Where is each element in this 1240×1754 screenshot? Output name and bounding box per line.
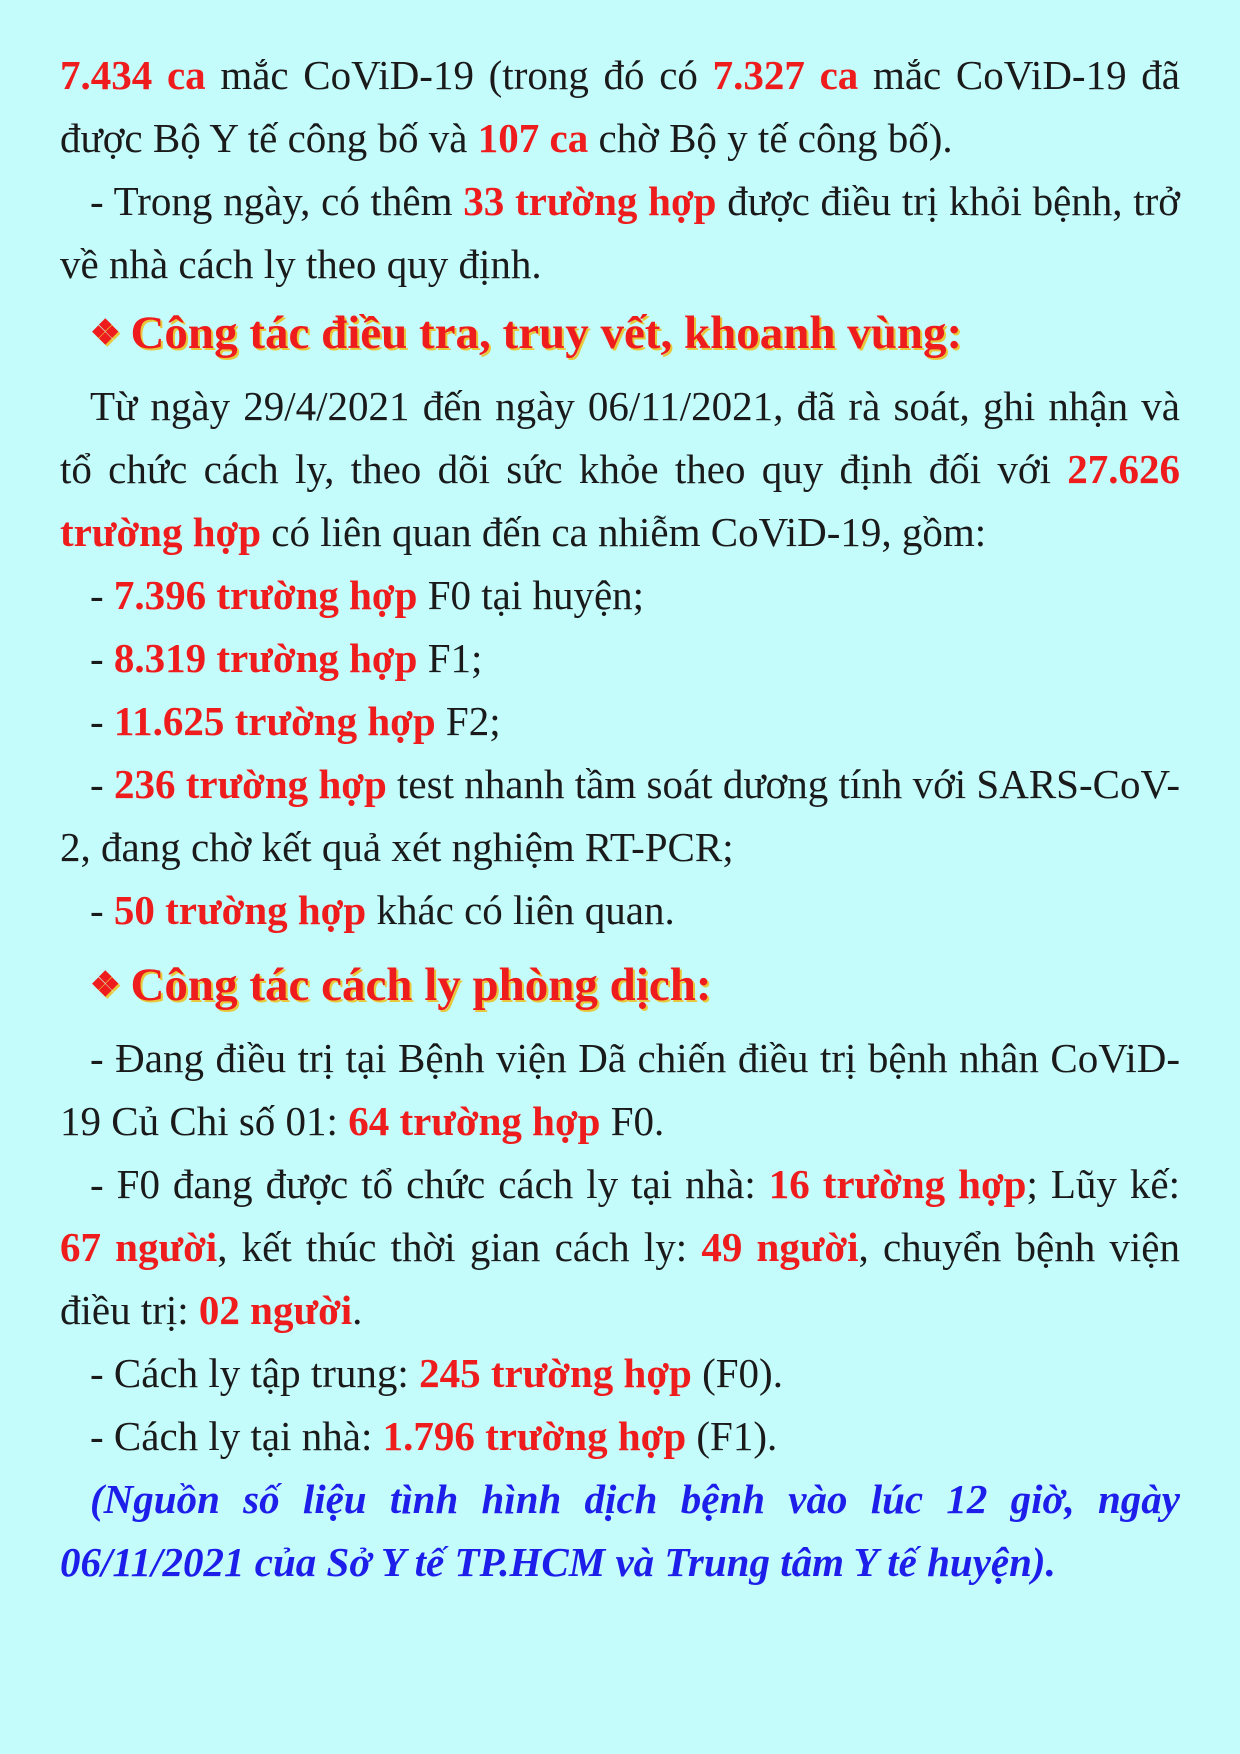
total-cases-value: 7.434 ca [60, 52, 206, 98]
section-heading-quarantine: ❖ Công tác cách ly phòng dịch: [90, 959, 712, 1011]
list-item: - 7.396 trường hợp F0 tại huyện; [90, 572, 645, 618]
diamond-bullet-icon: ❖ [90, 967, 121, 1004]
recovered-paragraph: - Trong ngày, có thêm 33 trường hợp được điều trị khỏi bệnh, trở về nhà cách ly theo quy định. [60, 178, 1180, 287]
announced-cases-value: 7.327 ca [712, 52, 859, 98]
section-heading-tracing: ❖ Công tác điều tra, truy vết, khoanh vùng: [90, 307, 963, 359]
list-item: - 8.319 trường hợp F1; [90, 635, 483, 681]
recovered-value: 33 trường hợp [463, 178, 717, 224]
home-quarantine-paragraph: - Cách ly tại nhà: 1.796 trường hợp (F1). [90, 1413, 778, 1459]
field-hospital-value: 64 trường hợp [348, 1098, 601, 1144]
case-summary-paragraph: 7.434 ca mắc CoViD-19 (trong đó có 7.327 ca mắc CoViD-19 đã được Bộ Y tế công bố và 107 ca chờ Bộ y tế công bố). [60, 52, 1180, 161]
tracing-paragraph: Từ ngày 29/4/2021 đến ngày 06/11/2021, đã rà soát, ghi nhận và tổ chức cách ly, theo dõi sức khỏe theo quy định đối với 27.626 trường hợp có liên quan đến ca nhiễm CoViD-19, gồm: [60, 383, 1180, 555]
source-note: (Nguồn số liệu tình hình dịch bệnh vào lúc 12 giờ, ngày 06/11/2021 của Sở Y tế TP.HCM và Trung tâm Y tế huyện). [60, 1476, 1180, 1585]
home-isolation-paragraph: - F0 đang được tổ chức cách ly tại nhà: 16 trường hợp; Lũy kế: 67 người, kết thúc thời gian cách ly: 49 người, chuyển bệnh viện điều trị: 02 người. [60, 1161, 1180, 1333]
field-hospital-paragraph: - Đang điều trị tại Bệnh viện Dã chiến điều trị bệnh nhân CoViD-19 Củ Chi số 01: 64 trường hợp F0. [60, 1035, 1180, 1144]
traced-total-value: 27.626 trường hợp [60, 446, 1180, 555]
list-item: - 236 trường hợp test nhanh tầm soát dương tính với SARS-CoV-2, đang chờ kết quả xét nghiệm RT-PCR; [60, 761, 1180, 870]
list-item: - 11.625 trường hợp F2; [90, 698, 501, 744]
list-item: - 50 trường hợp khác có liên quan. [90, 887, 675, 933]
diamond-bullet-icon: ❖ [90, 315, 121, 352]
pending-cases-value: 107 ca [477, 115, 589, 161]
concentrated-quarantine-paragraph: - Cách ly tập trung: 245 trường hợp (F0). [90, 1350, 783, 1396]
